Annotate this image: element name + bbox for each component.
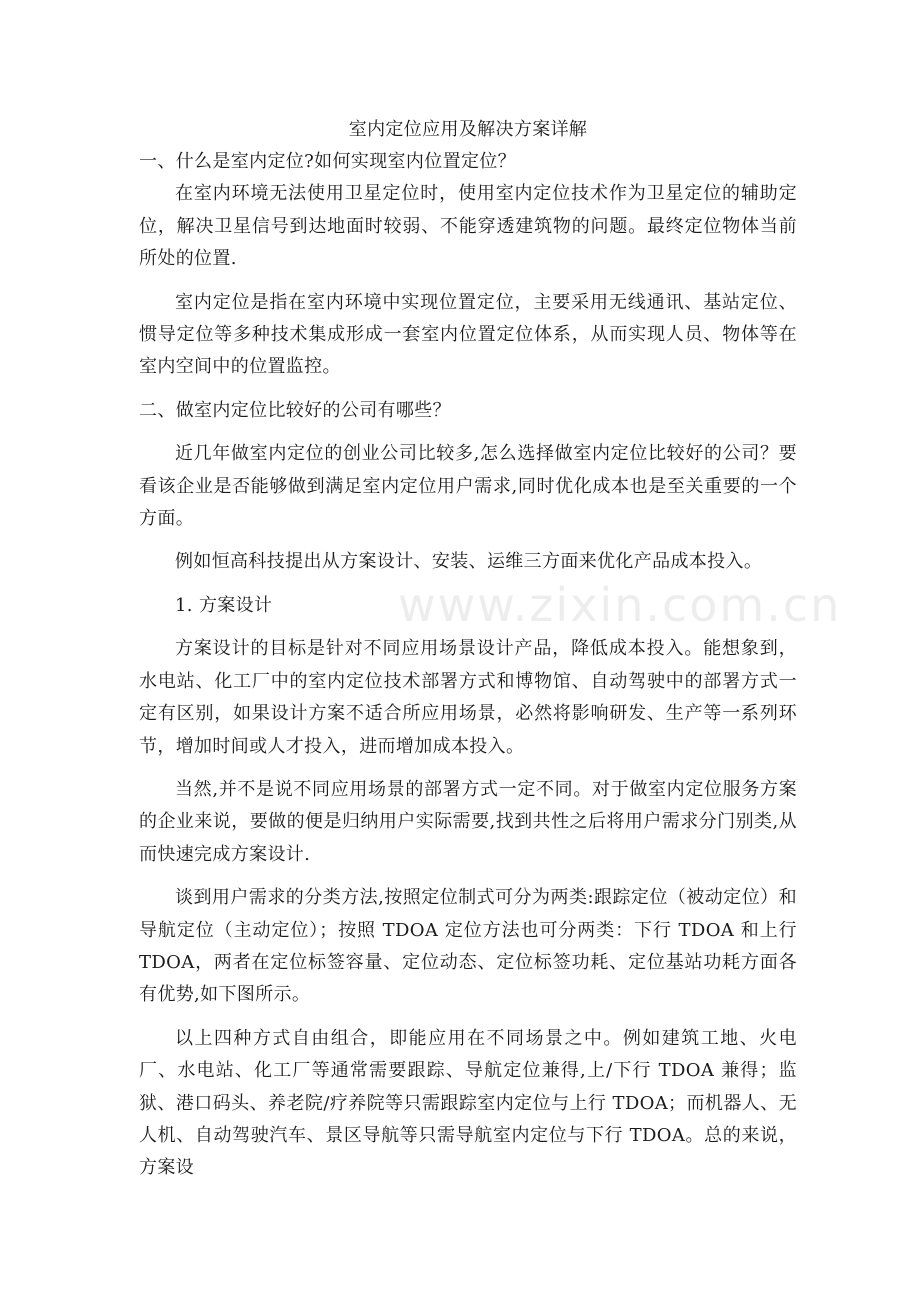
section-heading-1: 一、什么是室内定位?如何实现室内位置定位？ [139, 151, 516, 172]
paragraph: 例如恒高科技提出从方案设计、安装、运维三方面来优化产品成本投入。 [175, 551, 763, 573]
paragraph: 方案设计的目标是针对不同应用场景设计产品，降低成本投入。能想象到，水电站、化工厂中的室内定位技术部署方式和博物馆、自动驾驶中的部署方式一定有区别，如果设计方案不适合所应用场景，必然将影响研发、生产等一系列环节，增加时间或人才投入，进而增加成本投入。 [139, 638, 797, 757]
paragraph: 在室内环境无法使用卫星定位时，使用室内定位技术作为卫星定位的辅助定位，解决卫星信号到达地面时较弱、不能穿透建筑物的问题。最终定位物体当前所处的位置. [139, 183, 797, 270]
subsection-heading: 1. 方案设计 [175, 594, 273, 616]
section-heading-2: 二、做室内定位比较好的公司有哪些？ [139, 399, 451, 421]
watermark: www.zixin.com.cn [398, 578, 842, 632]
paragraph: 当然,并不是说不同应用场景的部署方式一定不同。对于做室内定位服务方案的企业来说，要做的便是归纳用户实际需要,找到共性之后将用户需求分门别类,从而快速完成方案设计. [139, 778, 797, 865]
paragraph: 以上四种方式自由组合，即能应用在不同场景之中。例如建筑工地、火电厂、水电站、化工厂等通常需要跟踪、导航定位兼得,上/下行 TDOA 兼得；监狱、港口码头、养老院/疗养院等只需跟踪室内定位与上行 TDOA；而机器人、无人机、自动驾驶汽车、景区导航等只需导航室内定位与下行 TDOA。总的来说，方案设 [139, 1027, 797, 1179]
paragraph: 室内定位是指在室内环境中实现位置定位，主要采用无线通讯、基站定位、惯导定位等多种技术集成形成一套室内位置定位体系，从而实现人员、物体等在室内空间中的位置监控。 [139, 291, 797, 378]
document-body [139, 114, 797, 1185]
paragraph: 近几年做室内定位的创业公司比较多,怎么选择做室内定位比较好的公司？要看该企业是否能够做到满足室内定位用户需求,同时优化成本也是至关重要的一个方面。 [139, 443, 797, 530]
document-title: 室内定位应用及解决方案详解 [348, 119, 588, 140]
paragraph: 谈到用户需求的分类方法,按照定位制式可分为两类:跟踪定位（被动定位）和导航定位（主动定位）；按照 TDOA 定位方法也可分两类：下行 TDOA 和上行 TDOA，两者在定位标签容量、定位动态、定位标签功耗、定位基站功耗方面各有优势,如下图所示。 [139, 887, 797, 1006]
